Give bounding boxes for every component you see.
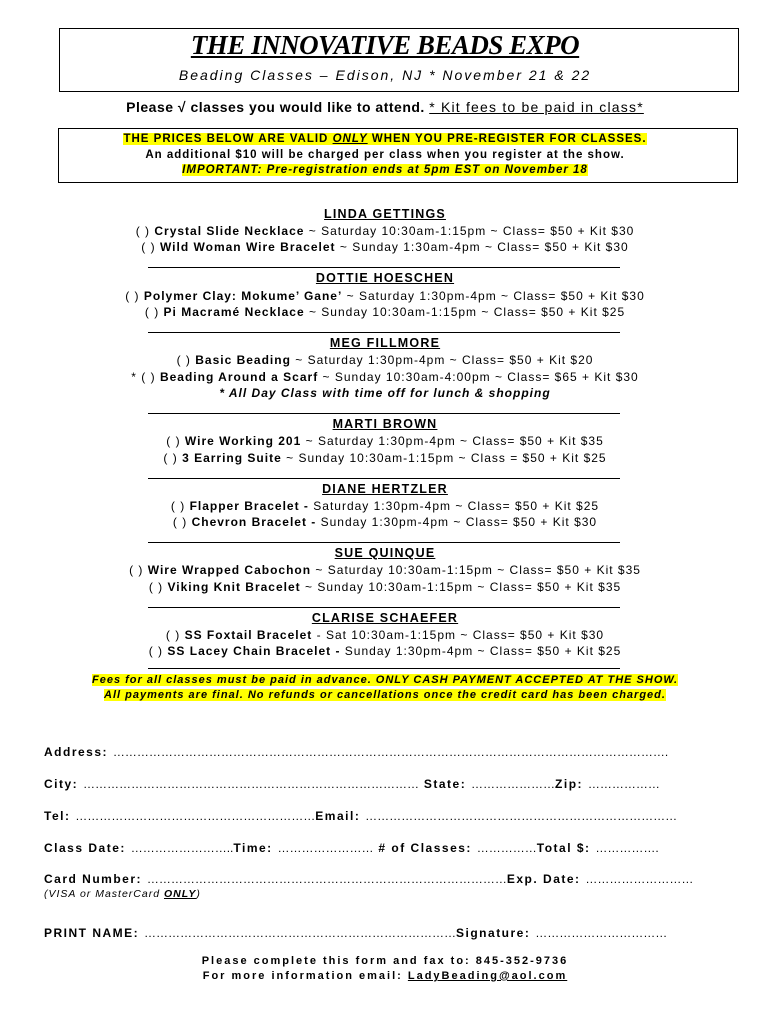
city-field[interactable]: City: ………………………………………………………………………… State: …………………Zip: ……………… <box>44 777 660 791</box>
class-option[interactable]: ( ) Basic Beading ~ Saturday 1:30pm-4pm ~ Class= $50 + Kit $20 <box>176 353 594 367</box>
price-notice-highlight: THE PRICES BELOW ARE VALID ONLY WHEN YOU PRE-REGISTER FOR CLASSES. <box>123 133 647 145</box>
instructor-name: MEG FILLMORE <box>329 336 441 350</box>
class-option[interactable]: ( ) Flapper Bracelet - Saturday 1:30pm-4pm ~ Class= $50 + Kit $25 <box>170 499 600 513</box>
fax-instructions: Please complete this form and fax to: 845-352-9736 <box>201 955 569 967</box>
price-notice-important <box>0 164 770 176</box>
class-option[interactable]: ( ) Pi Macramé Necklace ~ Sunday 10:30am-1:15pm ~ Class= $50 + Kit $25 <box>144 305 626 319</box>
class-option[interactable]: ( ) 3 Earring Suite ~ Sunday 10:30am-1:15pm ~ Class = $50 + Kit $25 <box>163 451 607 465</box>
divider <box>148 668 620 669</box>
total-field[interactable]: Total $: <box>536 841 591 855</box>
instructor-name: LINDA GETTINGS <box>324 207 446 221</box>
divider <box>148 267 620 268</box>
class-option[interactable]: * ( ) Beading Around a Scarf ~ Sunday 10:30am-4:00pm ~ Class= $65 + Kit $30 <box>131 370 639 384</box>
instructor-name: DIANE HERTZLER <box>322 482 448 496</box>
divider <box>148 413 620 414</box>
kit-fee-note: * Kit fees to be paid in class* <box>429 99 644 115</box>
divider <box>148 542 620 543</box>
fees-notice-line2: All payments are final. No refunds or cancellations once the credit card has been charged. <box>104 689 666 701</box>
num-classes-field[interactable]: # of Classes: <box>378 841 472 855</box>
time-field[interactable]: Time: <box>233 841 273 855</box>
fees-notice-line1: Fees for all classes must be paid in advance. ONLY CASH PAYMENT ACCEPTED AT THE SHOW. <box>91 674 678 686</box>
instructor-name: CLARISE SCHAEFER <box>311 611 459 625</box>
tel-field[interactable]: Tel: ……………………………………………………Email: …………………………………………………………………… <box>44 809 678 823</box>
state-field[interactable]: State: <box>423 777 467 791</box>
instructions-line <box>0 99 770 115</box>
divider <box>148 478 620 479</box>
page-title: THE INNOVATIVE BEADS EXPO <box>190 30 580 60</box>
divider <box>148 332 620 333</box>
class-option[interactable]: ( ) Wild Woman Wire Bracelet ~ Sunday 1:30am-4pm ~ Class= $50 + Kit $30 <box>141 240 629 254</box>
page-subtitle: Beading Classes – Edison, NJ * November 21 & 22 <box>178 67 592 83</box>
print-name-field[interactable]: PRINT NAME: ……………………………………………………………………Signature: …………………………… <box>44 926 668 940</box>
class-date-field[interactable]: Class Date: ……………………..Time: …………………… # of Classes: ……………Total $: ……………. <box>44 841 659 855</box>
price-notice-line2: An additional $10 will be charged per class when you register at the show. <box>145 149 625 161</box>
class-option[interactable]: ( ) Viking Knit Bracelet ~ Sunday 10:30am-1:15pm ~ Class= $50 + Kit $35 <box>148 580 622 594</box>
class-option[interactable]: ( ) Chevron Bracelet - Sunday 1:30pm-4pm ~ Class= $50 + Kit $30 <box>172 515 598 529</box>
contact-email-link[interactable]: LadyBeading@aol.com <box>407 970 568 982</box>
class-option[interactable]: ( ) SS Foxtail Bracelet - Sat 10:30am-1:15pm ~ Class= $50 + Kit $30 <box>165 628 605 642</box>
email-field[interactable]: Email: <box>315 809 361 823</box>
card-type-note: (VISA or MasterCard ONLY) <box>44 888 201 900</box>
divider <box>148 607 620 608</box>
class-option[interactable]: ( ) Crystal Slide Necklace ~ Saturday 10:30am-1:15pm ~ Class= $50 + Kit $30 <box>135 224 635 238</box>
class-option[interactable]: ( ) Polymer Clay: Mokume’ Gane’ ~ Saturday 1:30pm-4pm ~ Class= $50 + Kit $30 <box>125 289 645 303</box>
instructor-name: MARTI BROWN <box>332 417 438 431</box>
instructions-text: Please √ classes you would like to attend. <box>126 99 425 115</box>
zip-field[interactable]: Zip: <box>555 777 584 791</box>
all-day-note: * All Day Class with time off for lunch & shopping <box>219 386 551 400</box>
class-option[interactable]: ( ) SS Lacey Chain Bracelet - Sunday 1:30pm-4pm ~ Class= $50 + Kit $25 <box>148 644 622 658</box>
exp-date-field[interactable]: Exp. Date: <box>506 872 581 886</box>
important-label: IMPORTANT: Pre-registration ends at 5pm EST on November 18 <box>182 164 588 176</box>
class-option[interactable]: ( ) Wire Working 201 ~ Saturday 1:30pm-4pm ~ Class= $50 + Kit $35 <box>166 434 604 448</box>
instructor-name: DOTTIE HOESCHEN <box>315 271 455 285</box>
class-option[interactable]: ( ) Wire Wrapped Cabochon ~ Saturday 10:30am-1:15pm ~ Class= $50 + Kit $35 <box>129 563 641 577</box>
price-notice-line1 <box>0 133 770 145</box>
card-number-field[interactable]: Card Number: ………………………………………………………………………………Exp. Date: ……………………… <box>44 872 694 886</box>
signature-field[interactable]: Signature: <box>456 926 531 940</box>
instructor-name: SUE QUINQUE <box>334 546 436 560</box>
email-info: For more information email: LadyBeading@aol.com <box>202 970 568 982</box>
address-field[interactable]: Address: …………………………………………………………………………………………………………………………. <box>44 745 669 759</box>
